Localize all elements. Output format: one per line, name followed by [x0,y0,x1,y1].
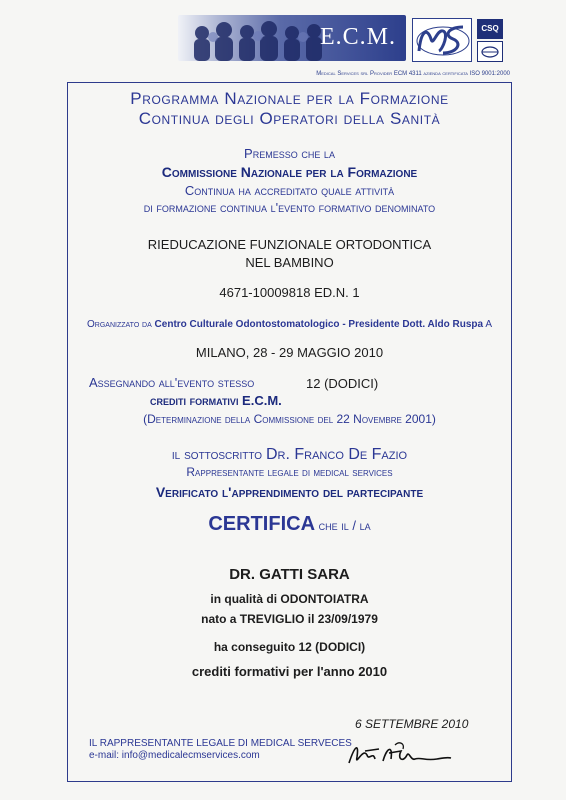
signatory-line [67,446,512,464]
commission-name: Commissione Nazionale per la Formazione [161,164,418,180]
assigning-text: Assegnando all'evento stesso [89,375,255,390]
issue-date: 6 SETTEMBRE 2010 [355,717,469,731]
preamble-line-3: Continua ha accreditato quale attività [184,183,395,198]
certifica-word: CERTIFICA [208,513,316,535]
determination-text: (Determinazione della Commissione del 22 Novembre 2001) [143,412,436,426]
preamble-line-4: di formazione continua l'evento formativo denominato [143,200,436,215]
participant-name: DR. GATTI SARA [229,566,350,583]
participant-obtained: ha conseguito 12 (DODICI) [213,640,366,654]
participant-birth: nato a TREVIGLIO il 23/09/1979 [201,612,378,626]
organizer-suffix: A [485,319,492,330]
ecm-logo-banner [178,15,406,61]
legal-representative: IL RAPPRESENTANTE LEGALE DI MEDICAL SERVECES [89,738,352,749]
organizer-line [67,319,512,330]
signatory-role: Rappresentante legale di medical services [186,465,393,479]
organizer-name: Centro Culturale Odontostomatologico - Presidente Dott. Aldo Ruspa [154,319,484,330]
signatory-name: Dr. Franco De Fazio [265,446,408,463]
participant-quality: in qualità di ODONTOIATRA [210,592,369,606]
preamble-line-1: Premesso che la [244,146,335,161]
event-place-date: MILANO, 28 - 29 MAGGIO 2010 [195,345,384,360]
provider-line: Medical Services srl Provider ECM 4311 azienda certificata ISO 9001:2000 [316,71,510,77]
iqnet-icon [477,41,503,62]
signature-icon [345,737,455,771]
participant-credits-year: crediti formativi per l'anno 2010 [191,664,388,679]
signatory-prefix: il sottoscritto [171,446,263,462]
title-line-2: Continua degli Operatori della Sanità [138,109,441,128]
certifica-suffix: che il / la [318,518,371,533]
medical-services-logo-icon [412,18,472,62]
event-code: 4671-10009818 ED.N. 1 [219,285,360,300]
csq-label: CSQ [477,19,503,39]
contact-email: e-mail: info@medicalecmservices.com [89,750,260,761]
credits-number: 12 (DODICI) [306,376,379,391]
crowd-photo-icon [184,17,334,61]
certifica-line [67,513,512,536]
credits-label: crediti formativi E.C.M. [150,393,282,408]
event-title-line-2: NEL BAMBINO [245,255,334,270]
event-title-line-1: RIEDUCAZIONE FUNZIONALE ORTODONTICA [147,237,432,252]
title-line-1: Programma Nazionale per la Formazione [130,89,449,108]
organizer-prefix: Organizzato da [87,319,152,330]
verified-text: Verificato l'apprendimento del partecipante [155,484,424,500]
csq-certification-logo [477,19,503,61]
ecm-logo-text: E.C.M. [319,24,396,50]
